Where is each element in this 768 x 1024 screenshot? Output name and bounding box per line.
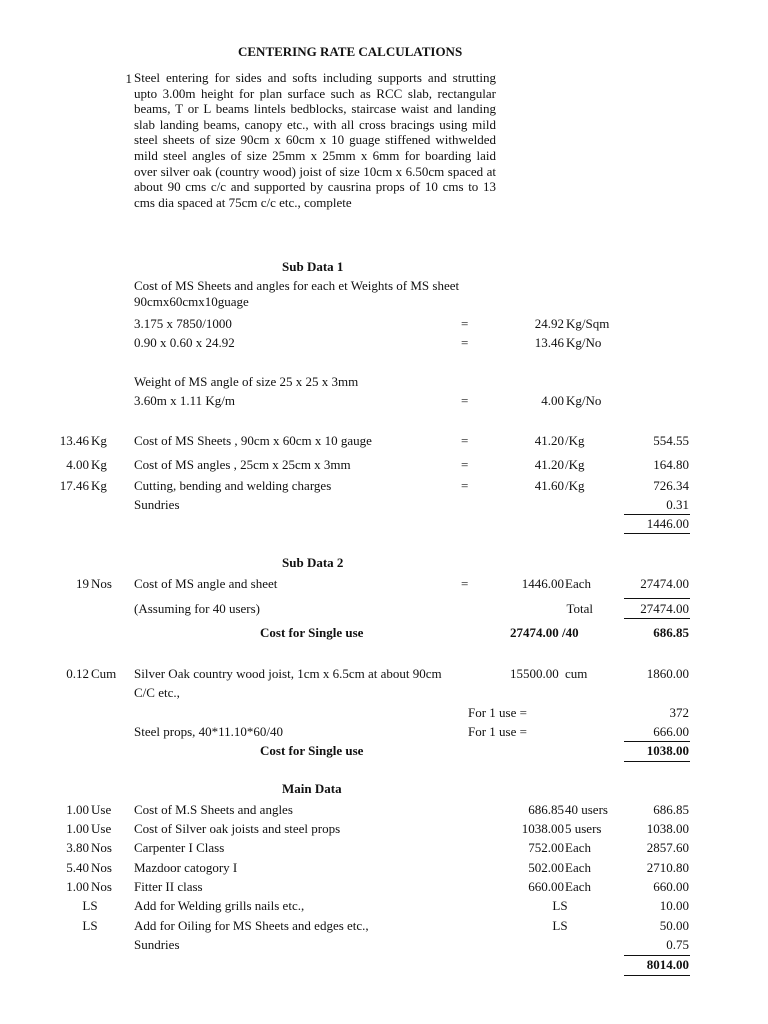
- sd2-total-rule: [624, 598, 690, 599]
- row-amount: 2710.80: [646, 860, 689, 875]
- sub-data-1-heading: Sub Data 1: [282, 259, 344, 274]
- sd2-row2-desc: (Assuming for 40 users): [134, 601, 261, 616]
- calc3-expr: 3.60m x 1.11 Kg/m: [134, 393, 235, 408]
- row-qty: 5.40: [66, 860, 89, 875]
- main-data-heading: Main Data: [282, 781, 342, 796]
- row-desc: Cutting, bending and welding charges: [134, 478, 332, 493]
- props-desc: Steel props, 40*11.10*60/40: [134, 724, 284, 739]
- row-qty-unit: Nos: [91, 840, 112, 855]
- joist-rate: 15500.00: [510, 666, 559, 681]
- row-rate: 660.00: [528, 879, 564, 894]
- row-rate: 1038.00: [521, 821, 564, 836]
- row-per: 40 users: [565, 802, 608, 817]
- row-amount: 554.55: [653, 433, 689, 448]
- joist-per: cum: [565, 666, 588, 681]
- props-amount: 666.00: [653, 724, 689, 739]
- sub-data-2-heading: Sub Data 2: [282, 555, 344, 570]
- row-desc: Add for Welding grills nails etc.,: [134, 898, 305, 913]
- row-qty-unit: Use: [91, 802, 112, 817]
- row-eq: =: [461, 457, 469, 472]
- row-per: Each: [565, 879, 591, 894]
- calc3-unit: Kg/No: [566, 393, 602, 408]
- row-desc: Mazdoor catogory I: [134, 860, 238, 875]
- row-qty: 3.80: [66, 840, 89, 855]
- sd2-total-label: Total: [566, 601, 593, 616]
- row-qty-unit: Nos: [91, 860, 112, 875]
- cost-single-use-label: Cost for Single use: [260, 625, 364, 640]
- joist-desc-line2: C/C etc.,: [134, 685, 180, 700]
- joist-qty: 0.12: [66, 666, 89, 681]
- sd2-total2-underline: [624, 761, 690, 762]
- row-rate: 752.00: [528, 840, 564, 855]
- cost-single-use-2-amount: 1038.00: [646, 743, 689, 758]
- main-total-rule: [624, 955, 690, 956]
- total-underline: [624, 533, 690, 534]
- row-qty-unit: Nos: [91, 879, 112, 894]
- row-eq: =: [461, 433, 469, 448]
- for-1-use-amount: 372: [669, 705, 689, 720]
- cost-single-use-2-label: Cost for Single use: [260, 743, 364, 758]
- main-sundries-amount: 0.75: [666, 937, 689, 952]
- sub-data-1-intro-line2: 90cmx60cmx10guage: [134, 294, 249, 309]
- row-per: 5 users: [565, 821, 602, 836]
- row-desc: Cost of MS Sheets , 90cm x 60cm x 10 gauge: [134, 433, 372, 448]
- row-rate: 41.60: [534, 478, 564, 493]
- row-desc: Cost of MS angles , 25cm x 25cm x 3mm: [134, 457, 351, 472]
- row-desc: Cost of M.S Sheets and angles: [134, 802, 293, 817]
- sd2-row1-desc: Cost of MS angle and sheet: [134, 576, 278, 591]
- angle-weight-label: Weight of MS angle of size 25 x 25 x 3mm: [134, 374, 359, 389]
- calc1-expr: 3.175 x 7850/1000: [134, 316, 232, 331]
- calc1-unit: Kg/Sqm: [566, 316, 610, 331]
- item-number: 1: [125, 71, 132, 86]
- sundries-amount: 0.31: [666, 497, 689, 512]
- main-data-total: 8014.00: [646, 957, 689, 972]
- joist-desc-line1: Silver Oak country wood joist, 1cm x 6.5cm at about 90cm: [134, 666, 442, 681]
- sd2-row1-eq: =: [461, 576, 469, 591]
- calc2-expr: 0.90 x 0.60 x 24.92: [134, 335, 235, 350]
- joist-qty-unit: Cum: [91, 666, 117, 681]
- main-sundries-label: Sundries: [134, 937, 180, 952]
- sub-data-1-intro-line1: Cost of MS Sheets and angles for each et Weights of MS sheet: [134, 278, 460, 293]
- total-rule: [624, 514, 690, 515]
- cost-single-use-amount: 686.85: [653, 625, 689, 640]
- row-amount: 164.80: [653, 457, 689, 472]
- row-desc: Fitter II class: [134, 879, 203, 894]
- row-amount: 686.85: [653, 802, 689, 817]
- row-per: /Kg: [565, 433, 585, 448]
- row-amount: 726.34: [653, 478, 689, 493]
- row-qty: 1.00: [66, 821, 89, 836]
- cost-single-use-calc: 27474.00 /40: [510, 625, 579, 640]
- row-amount: 1038.00: [646, 821, 689, 836]
- row-qty: 1.00: [66, 879, 89, 894]
- row-rate: 502.00: [528, 860, 564, 875]
- row-qty-unit: Use: [91, 821, 112, 836]
- row-amount: 660.00: [653, 879, 689, 894]
- for-1-use-label: For 1 use =: [468, 705, 527, 720]
- sub-data-1-total: 1446.00: [646, 516, 689, 531]
- joist-amount: 1860.00: [646, 666, 689, 681]
- row-qty-unit: Kg: [91, 478, 107, 493]
- row-amount: 50.00: [659, 918, 689, 933]
- row-rate: 41.20: [534, 457, 564, 472]
- row-eq: =: [461, 478, 469, 493]
- row-desc: Carpenter I Class: [134, 840, 225, 855]
- row-qty-unit: Kg: [91, 433, 107, 448]
- calc1-value: 24.92: [534, 316, 564, 331]
- row-rate: 686.85: [528, 802, 564, 817]
- sd2-row1-qty: 19: [76, 576, 89, 591]
- calc2-value: 13.46: [534, 335, 564, 350]
- row-per: Each: [565, 860, 591, 875]
- sundries-label: Sundries: [134, 497, 180, 512]
- sd2-row1-rate: 1446.00: [521, 576, 564, 591]
- row-per: Each: [565, 840, 591, 855]
- calc2-unit: Kg/No: [566, 335, 602, 350]
- sd2-row1-amount: 27474.00: [640, 576, 689, 591]
- row-qty: 17.46: [59, 478, 89, 493]
- row-rate: 41.20: [534, 433, 564, 448]
- page-title: CENTERING RATE CALCULATIONS: [238, 44, 463, 59]
- row-rate: LS: [552, 898, 568, 913]
- row-qty: 1.00: [66, 802, 89, 817]
- calc3-value: 4.00: [541, 393, 564, 408]
- row-qty-unit: Kg: [91, 457, 107, 472]
- row-qty: LS: [82, 898, 98, 913]
- sd2-row1-per: Each: [565, 576, 591, 591]
- row-desc: Add for Oiling for MS Sheets and edges etc.,: [134, 918, 369, 933]
- row-qty: 13.46: [59, 433, 89, 448]
- row-amount: 10.00: [659, 898, 689, 913]
- row-amount: 2857.60: [646, 840, 689, 855]
- main-total-underline: [624, 975, 690, 976]
- row-per: /Kg: [565, 457, 585, 472]
- sd2-total2-rule: [624, 741, 690, 742]
- row-rate: LS: [552, 918, 568, 933]
- sd2-row1-qty-unit: Nos: [91, 576, 112, 591]
- calc2-eq: =: [461, 335, 469, 350]
- row-qty: LS: [82, 918, 98, 933]
- row-desc: Cost of Silver oak joists and steel props: [134, 821, 341, 836]
- sd2-total-underline: [624, 618, 690, 619]
- item-description: Steel entering for sides and softs including supports and strutting upto 3.00m height for plan surface such as RCC slab, rectangular beams, T or L beams lintels bedblocks, staircase waist and landing slab landing beams, canopy etc., with all cross bracings using mild steel sheets of size 90cm x 60cm x 10 guage stiffened withwelded mild steel angles of size 25mm x 25mm x 6mm for boarding laid over silver oak (country wood) joist of size 10cm x 6.50cm spaced at about 90 cms c/c and supported by causrina props of 10 cms to 13 cms dia spaced at 75cm c/c etc., complete: [134, 70, 496, 210]
- calc3-eq: =: [461, 393, 469, 408]
- calc1-eq: =: [461, 316, 469, 331]
- props-for-1-use-label: For 1 use =: [468, 724, 527, 739]
- row-qty: 4.00: [66, 457, 89, 472]
- sd2-total-amount: 27474.00: [640, 601, 689, 616]
- row-per: /Kg: [565, 478, 585, 493]
